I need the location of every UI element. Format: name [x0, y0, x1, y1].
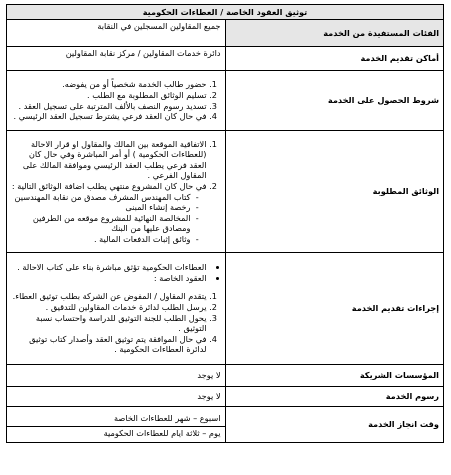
procedures-step: 2. يرسل الطلب لدائرة خدمات المقاولين للتدقيق . [11, 302, 207, 313]
conditions-item: 3. تسديد رسوم النصف بالألف المترتبة على تسجيل العقد . [11, 101, 207, 112]
partners-value: لا يوجد [7, 365, 226, 387]
time-label: وقت انجاز الخدمة [225, 407, 444, 443]
procedures-bullets [11, 262, 221, 283]
time-line-private: اسبوع – شهر للعطاءات الخاصة [114, 412, 221, 423]
time-row [7, 407, 444, 443]
time-line-government: يوم – ثلاثة ايام للعطاءات الحكومية [7, 426, 225, 440]
procedures-cell [7, 253, 226, 365]
conditions-item: 2. تسليم الوثائق المطلوبة مع الطلب . [11, 90, 207, 101]
documents-subitem: - وثائق إثبات الدفعات المالية . [11, 234, 191, 245]
beneficiaries-value: جميع المقاولين المسجلين في النقابة [7, 20, 226, 47]
documents-sublist [11, 192, 207, 245]
time-cell [7, 407, 226, 443]
procedures-step: 1. يتقدم المقاول / المفوض عن الشركة بطلب توثيق العطاء. [11, 291, 207, 302]
documents-list [11, 139, 221, 245]
conditions-item: 4. في حال كان العقد فرعي يشترط تسجيل العقد الرئيسي . [11, 111, 207, 122]
documents-cell [7, 131, 226, 253]
procedures-bullet: • العقود الخاصة : [11, 273, 207, 284]
documents-item-text: الاتفاقية الموقعة بين المالك والمقاول او قرار الاحالة (للعطاءات الحكومية ) أو أمر المباشرة وفي حال كان العقد فرعي يطلب العقد الرئيسي وموافقة المالك على المقاول الفرعي . [22, 138, 207, 181]
fees-value: لا يوجد [7, 387, 226, 407]
documents-subitem: - كتاب المهندس المشرف مصدق من نقابة المهندسين [11, 192, 191, 203]
places-value: دائرة خدمات المقاولين / مركز نقابة المقاولين [7, 47, 226, 71]
fees-label: رسوم الخدمة [225, 387, 444, 407]
title-row [7, 5, 444, 20]
conditions-label: شروط الحصول على الخدمة [225, 71, 444, 131]
procedures-label: إجراءات تقديم الخدمة [225, 253, 444, 365]
documents-row [7, 131, 444, 253]
procedures-bullet: • العطاءات الحكومية تؤثق مباشرة بناء على كتاب الاحالة . [11, 262, 207, 273]
document-title: توثيق العقود الخاصة / العطاءات الحكومية [7, 5, 444, 20]
conditions-cell [7, 71, 226, 131]
procedures-step: 4. في حال الموافقة يتم توثيق العقد وأصدار كتاب توثيق لدائرة العطاءات الحكومية . [11, 334, 207, 355]
places-label: أماكن تقديم الخدمة [225, 47, 444, 71]
partners-row [7, 365, 444, 387]
places-row [7, 47, 444, 71]
procedures-steps [11, 291, 221, 355]
fees-row [7, 387, 444, 407]
procedures-row [7, 253, 444, 365]
beneficiaries-row [7, 20, 444, 47]
documents-item-text: في حال كان المشروع منتهي يطلب اضافة الوثائق التالية : [11, 180, 207, 191]
conditions-list [11, 79, 221, 121]
beneficiaries-label: الفئات المستفيدة من الخدمة [225, 20, 444, 47]
documents-label: الوثائق المطلوبة [225, 131, 444, 253]
service-card-table [6, 4, 444, 443]
documents-item [11, 139, 207, 181]
documents-item [11, 181, 207, 245]
documents-subitem: - المخالصة النهائية للمشروع موقعه من الطرفين ومصادق عليها من البنك [11, 213, 191, 234]
conditions-row [7, 71, 444, 131]
procedures-step: 3. يحول الطلب للجنة التوثيق للدراسة واحتساب نسبة التوثيق . [11, 313, 207, 334]
partners-label: المؤسسات الشريكة [225, 365, 444, 387]
documents-subitem: - رخصة إنشاء المبنى [11, 202, 191, 213]
conditions-item: 1. حضور طالب الخدمة شخصياً أو من يفوضه. [11, 79, 207, 90]
